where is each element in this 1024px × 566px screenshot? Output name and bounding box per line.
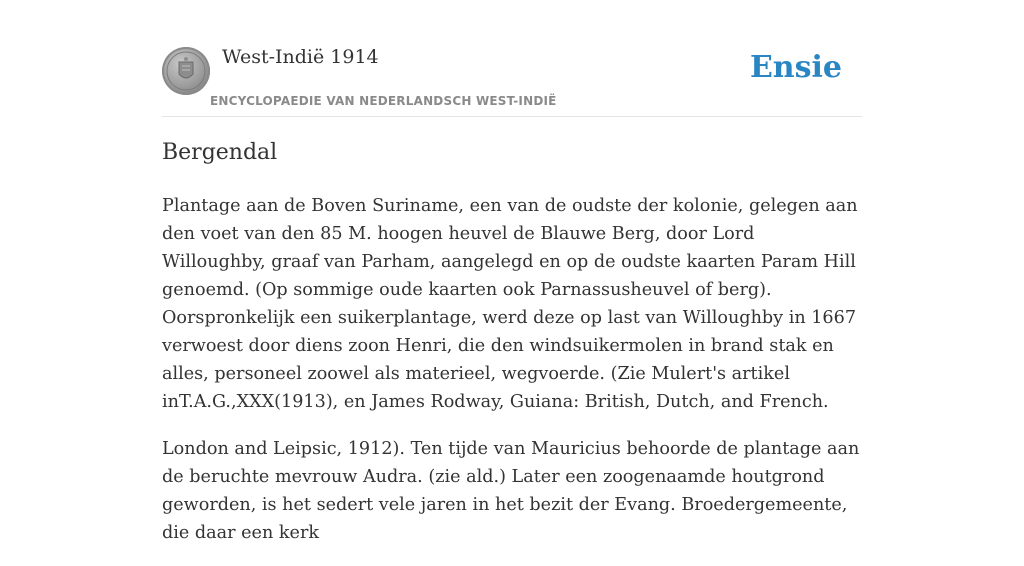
ensie-logo-link[interactable]: Ensie (749, 50, 842, 85)
coin-logo-icon[interactable] (162, 47, 210, 95)
book-subtitle: ENCYCLOPAEDIE VAN NEDERLANDSCH WEST-INDIË (210, 94, 557, 108)
entry-paragraph: London and Leipsic, 1912). Ten tijde van Mauricius behoorde de plantage aan de beruchte mevrouw Audra. (zie ald.) Later een zoogenaamde houtgrond geworden, is het sedert vele jaren in het bezit der Evang. Broedergemeente, die daar een kerk (162, 439, 860, 543)
entry-paragraph: Plantage aan de Boven Suriname, een van de oudste der kolonie, gelegen aan den voet van den 85 M. hoogen heuvel de Blauwe Berg, door Lord Willoughby, graaf van Parham, aangelegd en op de oudste kaarten Param Hill genoemd. (Op sommige oude kaarten ook Parnassusheuvel of berg). Oorspronkelijk een suikerplantage, werd deze op last van Willoughby in 1667 verwoest door diens zoon Henri, die den windsuikermolen in brand stak en alles, personeel zoowel als materieel, wegvoerde. (Zie Mulert's artikel inT.A.G.,XXX(1913), en James Rodway, Guiana: British, Dutch, and French. (162, 196, 858, 412)
site-header (162, 44, 862, 117)
entry-title: Bergendal (162, 140, 278, 165)
entry-body (162, 192, 862, 566)
book-title[interactable]: West-Indië 1914 (222, 46, 379, 68)
